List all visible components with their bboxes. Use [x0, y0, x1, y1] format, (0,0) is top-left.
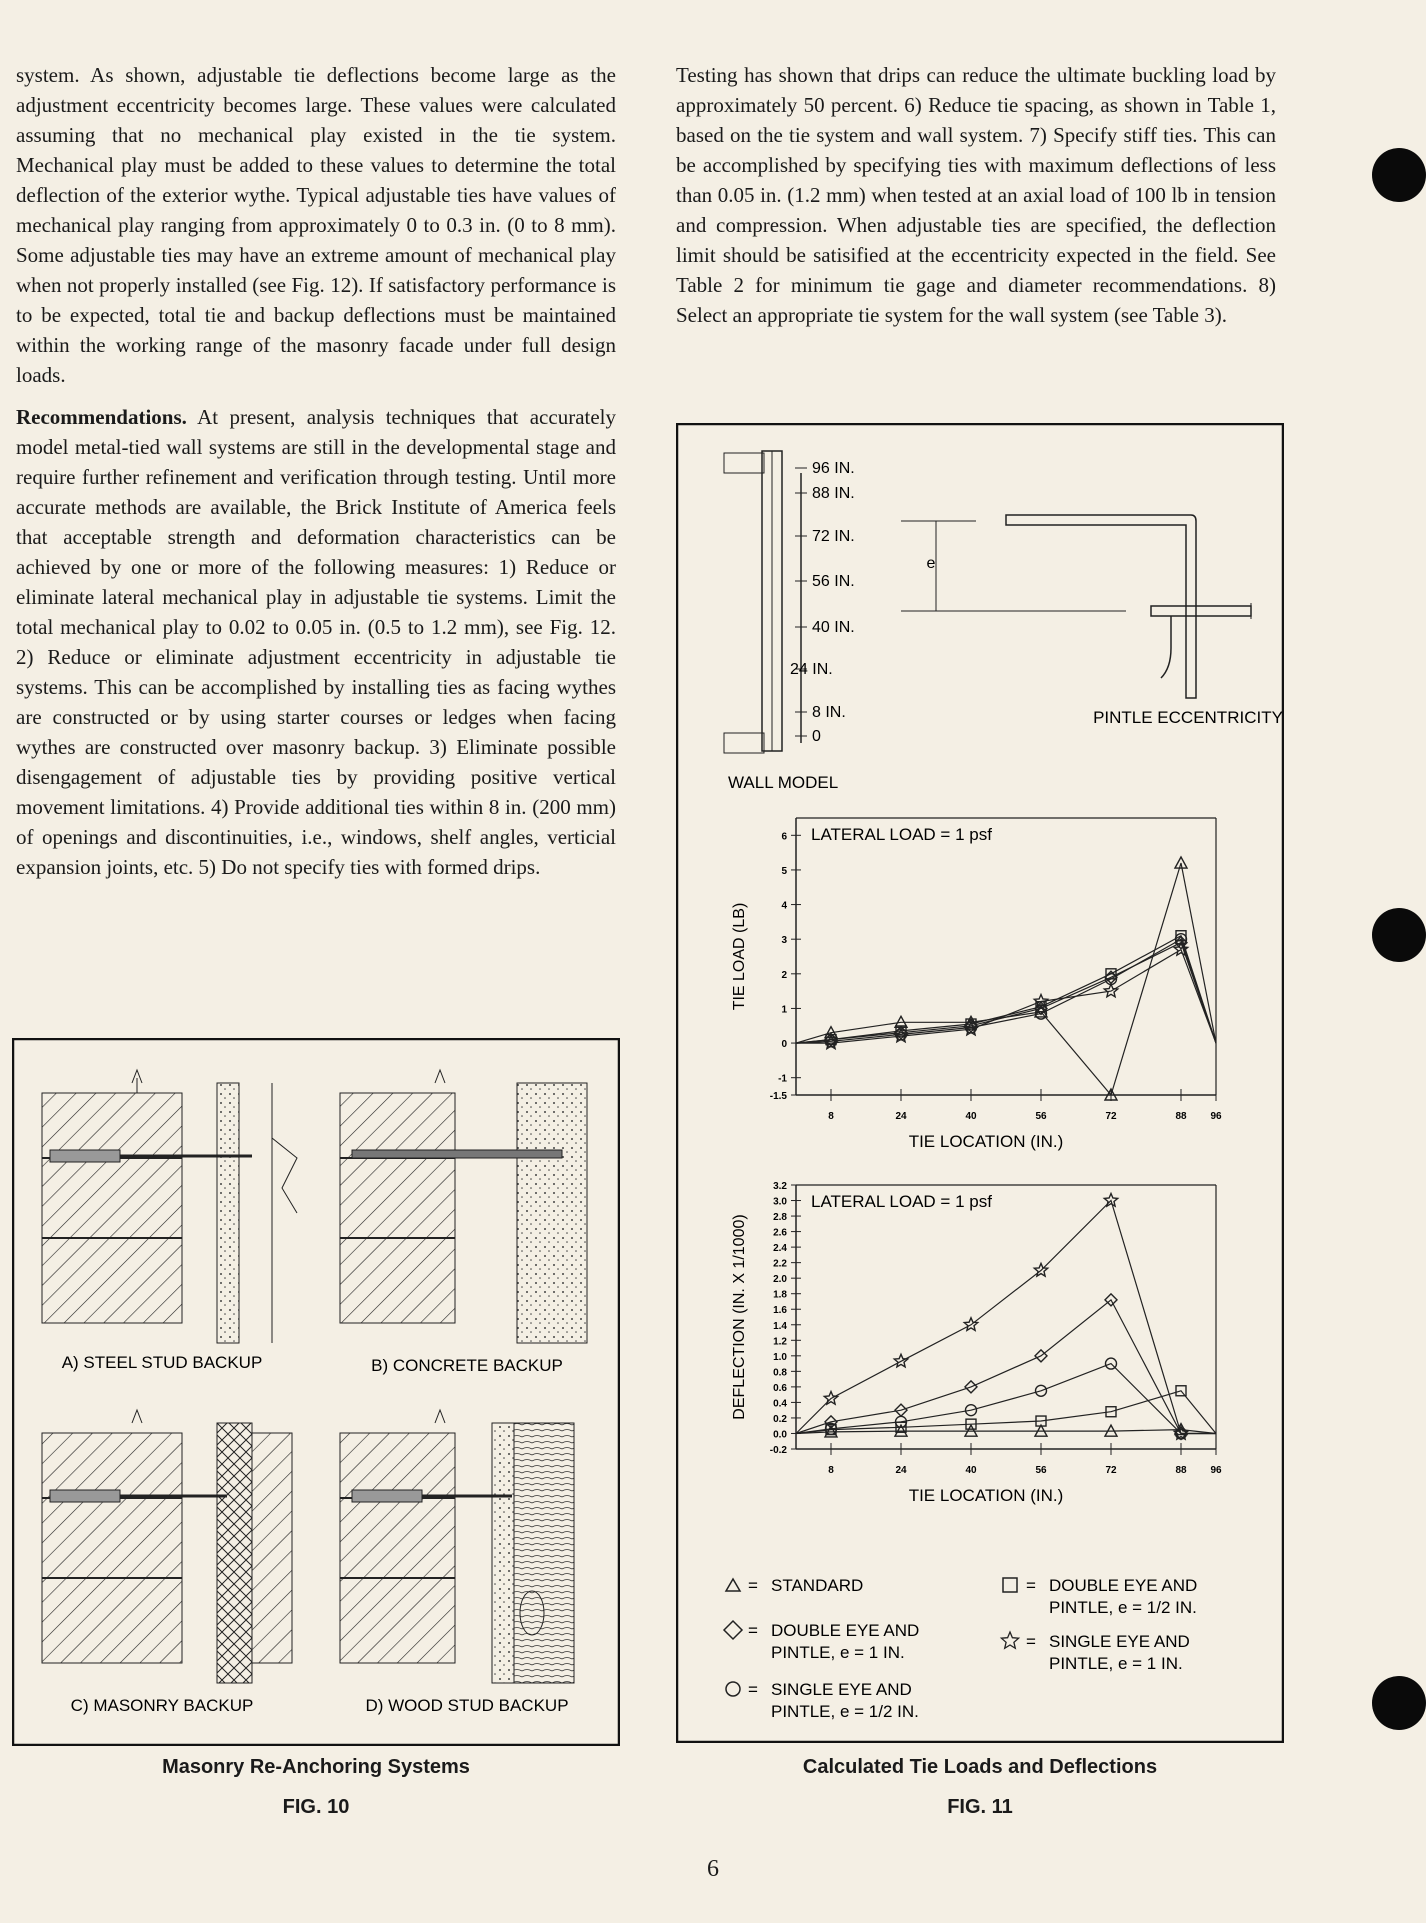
legend-double-eye-half-line1: DOUBLE EYE AND [1049, 1576, 1198, 1595]
page-number: 6 [707, 1856, 719, 1882]
right-text-column [676, 60, 1276, 342]
series-line-triangle [796, 863, 1216, 1095]
y-tick-label: 1.4 [773, 1320, 787, 1332]
fig10-caption-title: Masonry Re-Anchoring Systems [162, 1756, 470, 1778]
fig10-caption-fig: FIG. 10 [282, 1796, 350, 1818]
height-label: 72 IN. [812, 528, 855, 545]
y-tick-label: 1.2 [773, 1336, 787, 1348]
x-tick-label: 56 [1035, 1465, 1047, 1476]
x-tick-label: 24 [895, 1111, 907, 1122]
y-tick-label: 0.8 [773, 1367, 787, 1379]
x-tick-label: 8 [828, 1465, 834, 1476]
y-tick-label: 1.0 [773, 1351, 787, 1363]
y-tick-label: 5 [781, 865, 787, 877]
panel-b-concrete [340, 1070, 587, 1343]
left-text-column [16, 60, 616, 894]
x-tick-label: 88 [1175, 1465, 1187, 1476]
legend-eq-1: = [748, 1576, 758, 1595]
fig11-caption-fig: FIG. 11 [947, 1796, 1013, 1818]
y-tick-label: 0.4 [773, 1398, 787, 1410]
x-tick-label: 8 [828, 1111, 834, 1122]
y-tick-label: 2 [781, 969, 787, 981]
y-tick-label: 2.8 [773, 1212, 787, 1224]
legend-diamond-icon [724, 1621, 742, 1639]
chart-title: LATERAL LOAD = 1 psf [811, 1192, 992, 1211]
height-label: 56 IN. [812, 573, 855, 590]
y-axis-label: DEFLECTION (IN. X 1/1000) [731, 1214, 748, 1420]
height-label: 8 IN. [812, 704, 846, 721]
legend-eq-3: = [748, 1680, 758, 1699]
panel-b-label: B) CONCRETE BACKUP [371, 1356, 563, 1375]
y-tick-label: 6 [781, 831, 787, 843]
pintle-eccentricity-label: PINTLE ECCENTRICITY [1093, 708, 1283, 727]
y-tick-label: 2.6 [773, 1227, 787, 1239]
x-tick-label: 56 [1035, 1111, 1047, 1122]
x-tick-label: 72 [1105, 1465, 1117, 1476]
x-tick-label: 40 [965, 1111, 977, 1122]
panel-d-label: D) WOOD STUD BACKUP [365, 1696, 569, 1715]
x-axis-label: TIE LOCATION (IN.) [908, 1486, 1064, 1505]
x-tick-label: 96 [1210, 1111, 1222, 1122]
legend-eq-2: = [748, 1621, 758, 1640]
legend-triangle-icon [726, 1579, 740, 1591]
y-tick-label: 2.4 [773, 1243, 787, 1255]
y-tick-label: -1 [778, 1073, 787, 1085]
panel-d-wood-stud [340, 1410, 574, 1683]
y-tick-label: 2.0 [773, 1274, 787, 1286]
panel-a-steel-stud [42, 1070, 297, 1343]
y-tick-label: -0.2 [769, 1445, 787, 1456]
x-tick-label: 72 [1105, 1111, 1117, 1122]
y-tick-label: 3 [781, 935, 787, 947]
legend-double-eye-half-line2: PINTLE, e = 1/2 IN. [1049, 1598, 1197, 1617]
y-tick-label: 2.2 [773, 1258, 787, 1270]
legend-single-eye-one-line1: SINGLE EYE AND [1049, 1632, 1190, 1651]
legend-square-icon [1003, 1578, 1017, 1592]
fig10-frame [12, 1038, 620, 1746]
fig11-frame [676, 423, 1284, 1743]
y-tick-label: 0 [781, 1039, 787, 1051]
y-tick-label: 0.6 [773, 1382, 787, 1394]
height-label: 40 IN. [812, 619, 855, 636]
x-axis-label: TIE LOCATION (IN.) [908, 1132, 1064, 1151]
y-tick-label: 1.6 [773, 1305, 787, 1317]
paragraph-drips-testing: Testing has shown that drips can reduce the ultimate buckling load by approximately 50 percent. 6) Reduce tie spacing, as shown in Table 1, based on the tie system and wall system. 7) Specify stiff ties. This can be accomplished by specifying ties with maximum deflections of less than 0.05 in. (1.2 mm) when tested at an axial load of 100 lb in tension and compression. When adjustable ties are specified, the deflection limit should be satisified at the eccentricity expected in the field. See Table 2 for minimum tie gage and diameter recommendations. 8) Select an appropriate tie system for the wall system (see Table 3). [676, 63, 1276, 327]
legend-eq-5: = [1026, 1632, 1036, 1651]
height-label: 0 [812, 728, 821, 745]
panel-c-masonry [42, 1410, 292, 1683]
legend-single-eye-half-line2: PINTLE, e = 1/2 IN. [771, 1702, 919, 1721]
series-line-circle [796, 939, 1216, 1043]
x-tick-label: 24 [895, 1465, 907, 1476]
series-line-triangle [796, 1430, 1216, 1434]
punch-hole-bottom [1372, 1676, 1426, 1730]
height-label: 88 IN. [812, 485, 855, 502]
pintle-eccentricity-diagram [901, 515, 1251, 698]
paragraph-tie-deflections: system. As shown, adjustable tie deflections become large as the adjustment eccentricity becomes large. These values were calculated assuming that no mechanical play existed in the tie system. Mechanical play must be added to these values to determine the total deflection of the exterior wythe. Typical adjustable ties have values of mechanical play ranging from approximately 0 to 0.3 in. (0 to 8 mm). Some adjustable ties may have an extreme amount of mechanical play when not properly installed (see Fig. 12). If satisfactory performance is to be expected, total tie and backup deflections must be maintained within the working range of the masonry facade under full design loads. [16, 63, 616, 387]
y-tick-label: 1.8 [773, 1289, 787, 1301]
chart-tie-load [731, 818, 1222, 1151]
series-line-square [796, 1391, 1216, 1434]
recommendations-text: At present, analysis techniques that accurately model metal-tied wall systems are still in the developmental stage and require further refinement and verification through testing. Until more accurate methods are available, the Brick Institute of America feels that acceptable strength and deformation characteristics can be achieved by one or more of the following measures: 1) Reduce or eliminate lateral mechanical play in adjustable tie systems. Limit the total mechanical play to 0.02 to 0.05 in. (0.5 to 1.2 mm), see Fig. 12. 2) Reduce or eliminate adjustment eccentricity in adjustable tie systems. This can be accomplished by installing ties as facing wythes are constructed or by using starter courses or ledges when facing wythes are constructed over masonry backup. 3) Eliminate possible disengagement of adjustable ties by providing positive vertical movement limitations. 4) Provide additional ties within 8 in. (200 mm) of openings and discontinuities, i.e., windows, shelf angles, verticial expansion joints, etc. 5) Do not specify ties with formed drips. [16, 405, 616, 879]
recommendations-heading: Recommendations. [16, 405, 187, 429]
y-axis-label: TIE LOAD (LB) [731, 902, 748, 1011]
legend-single-eye-half-line1: SINGLE EYE AND [771, 1680, 912, 1699]
paragraph-recommendations [16, 402, 616, 882]
y-tick-label: 3.2 [773, 1181, 787, 1192]
panel-a-label: A) STEEL STUD BACKUP [61, 1353, 263, 1372]
legend-double-eye-one-line1: DOUBLE EYE AND [771, 1621, 920, 1640]
series-line-square [796, 936, 1216, 1043]
height-label: 24 IN. [790, 661, 833, 678]
y-tick-label: 0.2 [773, 1413, 787, 1425]
legend-star-icon [1001, 1632, 1018, 1648]
chart-title: LATERAL LOAD = 1 psf [811, 825, 992, 844]
y-tick-label: 4 [781, 900, 787, 912]
punch-hole-top [1372, 148, 1426, 202]
chart-deflection [731, 1181, 1222, 1505]
height-label: 96 IN. [812, 460, 855, 477]
y-tick-label: 1 [781, 1004, 787, 1016]
legend-double-eye-one-line2: PINTLE, e = 1 IN. [771, 1643, 905, 1662]
eccentricity-symbol: e [926, 555, 936, 572]
series-line-diamond [796, 1300, 1216, 1434]
data-point-star [894, 1354, 907, 1367]
legend-circle-icon [726, 1682, 740, 1696]
panel-c-label: C) MASONRY BACKUP [70, 1696, 254, 1715]
legend-standard-label: STANDARD [771, 1576, 864, 1595]
x-tick-label: 88 [1175, 1111, 1187, 1122]
x-tick-label: 96 [1210, 1465, 1222, 1476]
legend-eq-4: = [1026, 1576, 1036, 1595]
y-tick-label: -1.5 [769, 1091, 787, 1102]
legend [724, 1576, 1197, 1721]
data-point-triangle [1175, 857, 1187, 868]
y-tick-label: 3.0 [773, 1196, 787, 1208]
legend-single-eye-one-line2: PINTLE, e = 1 IN. [1049, 1654, 1183, 1673]
y-tick-label: 0.0 [773, 1429, 787, 1441]
wall-model-diagram [724, 451, 801, 753]
fig11-caption-title: Calculated Tie Loads and Deflections [802, 1756, 1158, 1778]
punch-hole-middle [1372, 908, 1426, 962]
wall-model-label: WALL MODEL [728, 773, 839, 792]
x-tick-label: 40 [965, 1465, 977, 1476]
